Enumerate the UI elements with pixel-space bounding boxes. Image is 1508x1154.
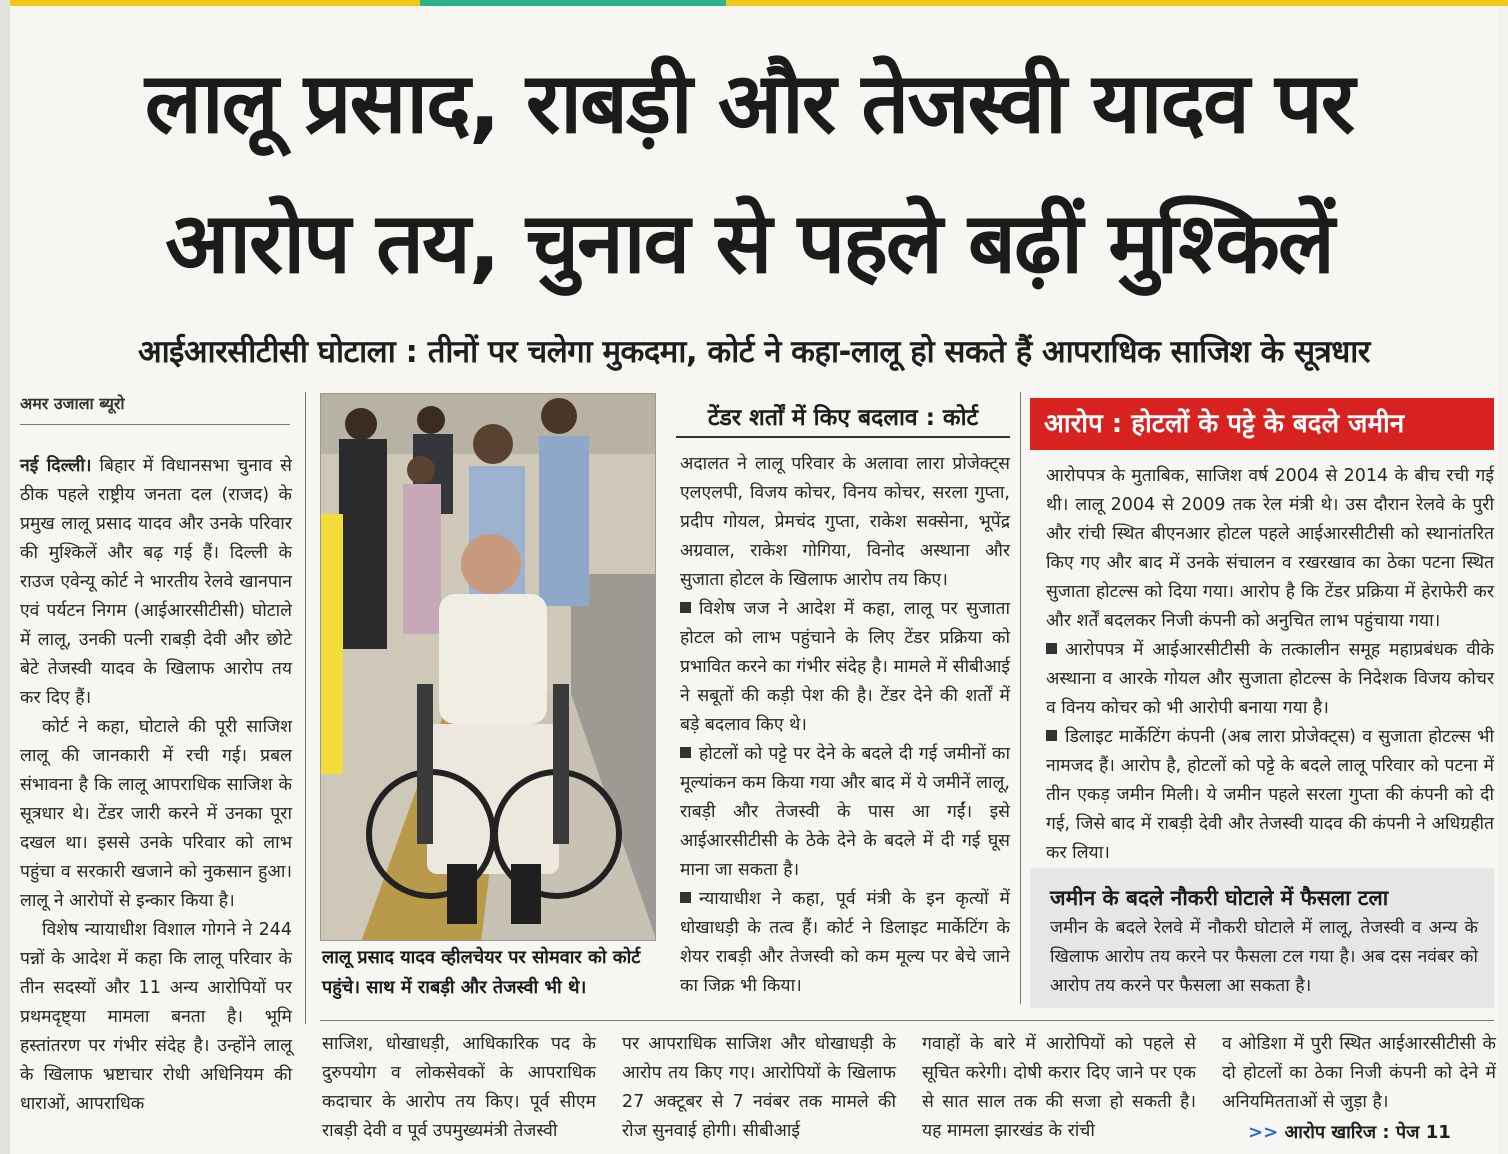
dateline: नई दिल्ली। bbox=[20, 456, 92, 476]
byline-rule bbox=[20, 424, 290, 425]
page-reference[interactable] bbox=[1248, 1120, 1451, 1144]
headline-line-2: आरोप तय, चुनाव से पहले बढ़ीं मुश्किलें bbox=[165, 194, 1333, 292]
wheelchair-photo-illustration bbox=[321, 394, 656, 941]
column-2-heading: टेंडर शर्तों में किए बदलाव : कोर्ट bbox=[676, 400, 1010, 438]
column-rule bbox=[1020, 392, 1021, 1004]
related-news-title: जमीन के बदले नौकरी घोटाले में फैसला टला bbox=[1050, 886, 1389, 910]
page-edge bbox=[0, 0, 10, 1154]
continuation-column-3: पर आपराधिक साजिश और धोखाधड़ी के आरोप तय किए गए। आरोपियों के खिलाफ 27 अक्टूबर से 7 नवंबर तक मामले की रोज सुनवाई होगी। सीबीआई bbox=[622, 1034, 896, 1141]
col3-para-1: आरोपपत्र के मुताबिक, साजिश वर्ष 2004 से 2014 के बीच रची गई थी। लालू 2004 से 2009 तक रेल मंत्री थे। उस दौरान रेलवे के पुरी और रांची स्थित बीएनआर होटल पहले आईआरसीटीसी को स्थानांतरित किए गए और बाद में उनके संचालन व रखरखाव का ठेका पटना स्थित सुजाता होटल्स को दिया गया। आरोप है कि टेंडर प्रक्रिया में हेराफेरी कर और शर्तें बदलकर निजी कंपनी को अनुचित लाभ पहुंचाया गया। bbox=[1046, 466, 1494, 631]
bullet-icon bbox=[1046, 730, 1057, 741]
bullet-icon bbox=[680, 892, 691, 903]
photo-caption: लालू प्रसाद यादव व्हीलचेयर पर सोमवार को कोर्ट पहुंचे। साथ में राबड़ी और तेजस्वी भी थे। bbox=[322, 947, 641, 998]
continuation-column-2: साजिश, धोखाधड़ी, आधिकारिक पद के दुरुपयोग व लोकसेवकों के आपराधिक कदाचार के आरोप तय किए। पूर्व सीएम राबड़ी देवी व पूर्व उपमुख्यमंत्री तेजस्वी bbox=[322, 1034, 596, 1141]
column-rule bbox=[305, 392, 306, 1024]
bullet-icon bbox=[680, 747, 691, 758]
continuation-column-5: व ओडिशा में पुरी स्थित आईआरसीटीसी के दो होटलों का ठेका निजी कंपनी को देने में अनियमितताओं से जुड़ा है। bbox=[1222, 1034, 1496, 1112]
col2-para-1: अदालत ने लालू परिवार के अलावा लारा प्रोजेक्ट्स एलएलपी, विजय कोचर, विनय कोचर, सरला गुप्ता, प्रदीप गोयल, प्रेमचंद गुप्ता, राकेश सक्सेना, भूपेंद्र अग्रवाल, राकेश गोगिया, विनोद अस्थाना और सुजाता होटल के खिलाफ आरोप तय किए। bbox=[680, 454, 1010, 590]
news-photo bbox=[320, 393, 656, 941]
bullet-icon bbox=[680, 602, 691, 613]
col2-para-3: होटलों को पट्टे पर देने के बदले दी गई जमीनों का मूल्यांकन कम किया गया और बाद में ये जमीनें लालू, राबड़ी और तेजस्वी के पास आ गईं। इसे आईआरसीटीसी के ठेके देने के बदले में दी गई घूस माना जा सकता है। bbox=[680, 744, 1010, 880]
byline: अमर उजाला ब्यूरो bbox=[20, 394, 125, 413]
col3-para-2: आरोपपत्र में आईआरसीटीसी के तत्कालीन समूह महाप्रबंधक वीके अस्थाना व आरके गोयल और सुजाता होटल्स के निदेशक विजय कोचर व विनय कोचर को भी आरोपी बनाया गया है। bbox=[1046, 640, 1494, 718]
col1-para-3: विशेष न्यायाधीश विशाल गोगने ने 244 पन्नों के आदेश में कहा कि लालू परिवार के तीन सदस्यों और 11 अन्य आरोपियों पर प्रथमदृष्ट्या मामला बनता है। भूमि हस्तांतरण पर गंभीर संदेह है। उन्होंने लालू के खिलाफ भ्रष्टाचार रोधी अधिनियम की धाराओं, आपराधिक bbox=[20, 920, 292, 1114]
subheadline: आईआरसीटीसी घोटाला : तीनों पर चलेगा मुकदमा, कोर्ट ने कहा-लालू हो सकते हैं आपराधिक साजिश के सूत्रधार bbox=[138, 334, 1370, 370]
double-chevron-icon: >> bbox=[1248, 1122, 1279, 1143]
article-column-2 bbox=[680, 450, 1010, 1001]
col2-para-4: न्यायाधीश ने कहा, पूर्व मंत्री के इन कृत्यों में धोखाधड़ी के तत्व हैं। कोर्ट ने डिलाइट मार्केटिंग के शेयर राबड़ी और तेजस्वी को कम मूल्य पर बेचे जाने का जिक्र भी किया। bbox=[680, 889, 1010, 996]
col2-para-2: विशेष जज ने आदेश में कहा, लालू पर सुजाता होटल को लाभ पहुंचाने के लिए टेंडर प्रक्रिया को प्रभावित करने का गंभीर संदेह है। मामले में सीबीआई ने सबूतों की कड़ी पेश की है। टेंडर देने की शर्तों में बड़े बदलाव किए थे। bbox=[680, 599, 1010, 735]
bottom-rule bbox=[320, 1020, 1494, 1021]
article-column-1 bbox=[20, 452, 292, 1119]
col3-para-3: डिलाइट मार्केटिंग कंपनी (अब लारा प्रोजेक्ट्स) व सुजाता होटल्स भी नामजद हैं। आरोप है, होटलों को पट्टे के बदले लालू परिवार को पटना में तीन एकड़ जमीन मिली। ये जमीन पहले सरला गुप्ता की कंपनी को दी गई, जिसे बाद में राबड़ी देवी और तेजस्वी यादव की कंपनी ने अधिग्रहीत कर लिया। bbox=[1046, 727, 1494, 863]
page-reference-text: आरोप खारिज : पेज 11 bbox=[1284, 1122, 1451, 1143]
related-news-text: जमीन के बदले रेलवे में नौकरी घोटाले में लालू, तेजस्वी व अन्य के खिलाफ आरोप तय करने पर फैसला टल गया है। अब दस नवंबर को आरोप तय करने पर फैसला आ सकता है। bbox=[1050, 918, 1478, 996]
bullet-icon bbox=[1046, 643, 1057, 654]
headline-line-1: लालू प्रसाद, राबड़ी और तेजस्वी यादव पर bbox=[144, 54, 1354, 152]
col1-para-2: कोर्ट ने कहा, घोटाले की पूरी साजिश लालू की जानकारी में रची गई। प्रबल संभावना है कि लालू आपराधिक साजिश के सूत्रधार थे। टेंडर जारी करने में उनका पूरा दखल था। इससे उनके परिवार को लाभ पहुंचा व सरकारी खजाने को नुकसान हुआ। लालू ने आरोपों से इन्कार किया है। bbox=[20, 717, 292, 911]
article-column-3 bbox=[1046, 462, 1494, 868]
col1-para-1: बिहार में विधानसभा चुनाव से ठीक पहले राष्ट्रीय जनता दल (राजद) के प्रमुख लालू प्रसाद यादव और उनके परिवार की मुश्किलें और बढ़ गई हैं। दिल्ली के राउज एवेन्यू कोर्ट ने भारतीय रेलवे खानपान एवं पर्यटन निगम (आईआरसीटीसी) घोटाले में लालू, उनकी पत्नी राबड़ी देवी और छोटे बेटे तेजस्वी यादव के खिलाफ आरोप तय कर दिए हैं। bbox=[20, 456, 292, 708]
continuation-column-4: गवाहों के बारे में आरोपियों को पहले से सूचित करेगी। दोषी करार दिए जाने पर एक से सात साल तक की सजा हो सकती है। यह मामला झारखंड के रांची bbox=[922, 1034, 1196, 1141]
red-section-heading: आरोप : होटलों के पट्टे के बदले जमीन bbox=[1030, 398, 1494, 450]
